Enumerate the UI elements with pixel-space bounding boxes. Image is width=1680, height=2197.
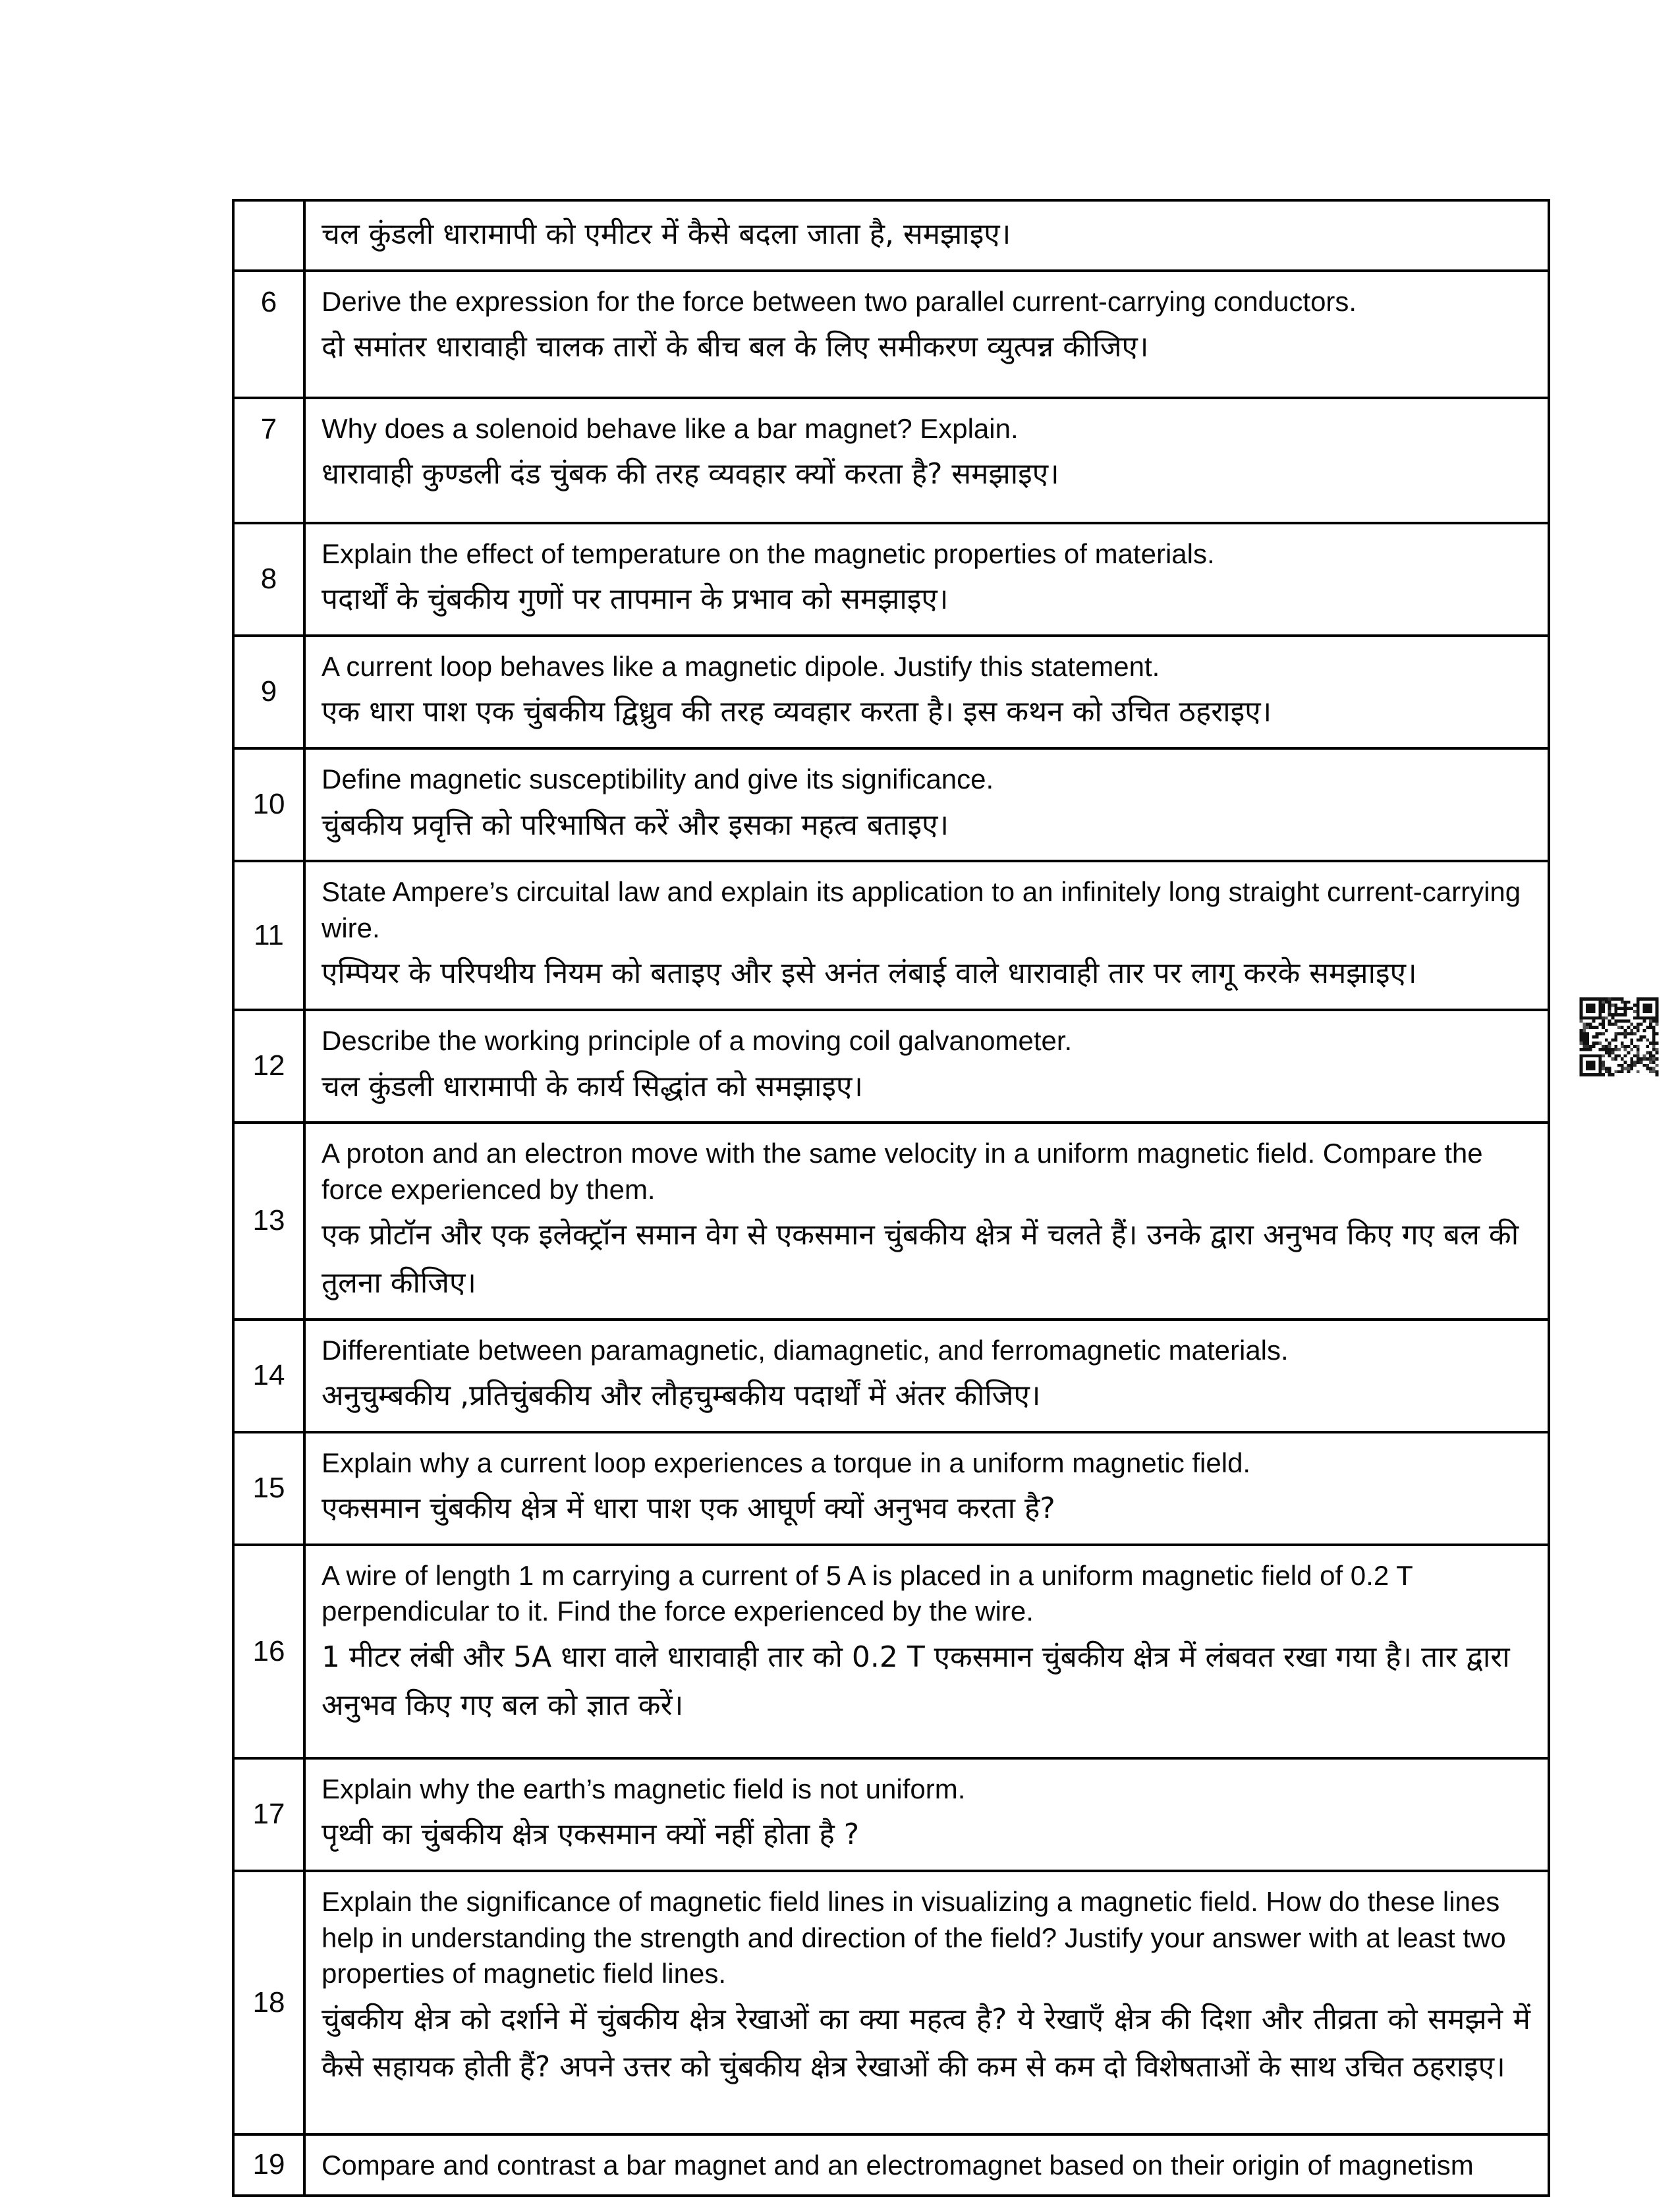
question-cell — [306, 1011, 1548, 1121]
question-number: 16 — [235, 1546, 306, 1757]
question-number: 12 — [235, 1011, 306, 1121]
question-cell — [306, 637, 1548, 747]
table-row — [235, 2133, 1548, 2194]
table-row — [235, 1543, 1548, 1757]
question-number — [235, 202, 306, 269]
question-text-hindi: एकसमान चुंबकीय क्षेत्र में धारा पाश एक आघूर्ण क्यों अनुभव करता है? — [322, 1491, 1055, 1526]
question-text-hindi: धारावाही कुण्डली दंड चुंबक की तरह व्यवहार क्यों करता है? समझाइए। — [322, 457, 1059, 491]
question-text-hindi: दो समांतर धारावाही चालक तारों के बीच बल के लिए समीकरण व्युत्पन्न कीजिए। — [322, 330, 1149, 364]
question-number: 9 — [235, 637, 306, 747]
question-text-hindi: चल कुंडली धारामापी को एमीटर में कैसे बदला जाता है, समझाइए। — [322, 217, 1011, 251]
table-row — [235, 1870, 1548, 2133]
question-text-hindi: चुंबकीय क्षेत्र को दर्शाने में चुंबकीय क्षेत्र रेखाओं का क्या महत्व है? ये रेखाएँ क्षेत्र की दिशा और तीव्रता को समझने में कैसे सहायक होती हैं? अपने उत्तर को चुंबकीय क्षेत्र रेखाओं की कम से कम दो विशेषताओं के साथ उचित ठहराइए। — [322, 2002, 1530, 2084]
question-text-english: Explain why the earth’s magnetic field is not uniform. — [322, 1773, 966, 1804]
question-text-english: Define magnetic susceptibility and give its significance. — [322, 763, 994, 794]
question-number: 15 — [235, 1433, 306, 1543]
question-text-hindi: 1 मीटर लंबी और 5A धारा वाले धारावाही तार को 0.2 T एकसमान चुंबकीय क्षेत्र में लंबवत रखा गया है। तार द्वारा अनुभव किए गए बल को ज्ञात करें। — [322, 1640, 1510, 1722]
qr-code — [1579, 997, 1660, 1076]
question-text-english: A proton and an electron move with the same velocity in a uniform magnetic field. Compare the force experienced by them. — [322, 1138, 1483, 1205]
question-text-hindi: चुंबकीय प्रवृत्ति को परिभाषित करें और इसका महत्व बताइए। — [322, 808, 949, 842]
question-number: 11 — [235, 862, 306, 1009]
question-number: 18 — [235, 1872, 306, 2133]
question-text-hindi: पदार्थों के चुंबकीय गुणों पर तापमान के प्रभाव को समझाइए। — [322, 582, 949, 617]
table-row — [235, 522, 1548, 634]
table-row — [235, 634, 1548, 747]
question-cell — [306, 1433, 1548, 1543]
question-text-hindi: अनुचुम्बकीय ,प्रतिचुंबकीय और लौहचुम्बकीय पदार्थों में अंतर कीजिए। — [322, 1379, 1041, 1413]
question-text-english: Explain the significance of magnetic field lines in visualizing a magnetic field. How do these lines help in understanding the strength and direction of the field? Justify your answer with at least two properties of magnetic field lines. — [322, 1886, 1506, 1989]
question-text-english: State Ampere’s circuital law and explain its application to an infinitely long straight current-carrying wire. — [322, 876, 1521, 943]
table-row — [235, 1757, 1548, 1870]
question-text-english: Why does a solenoid behave like a bar magnet? Explain. — [322, 412, 1019, 444]
table-row — [235, 1431, 1548, 1543]
question-number: 13 — [235, 1124, 306, 1318]
question-cell — [306, 2136, 1548, 2194]
question-cell — [306, 862, 1548, 1009]
question-number: 19 — [235, 2136, 306, 2194]
table-row — [235, 747, 1548, 860]
question-number: 17 — [235, 1760, 306, 1870]
table-row — [235, 1318, 1548, 1431]
question-cell — [306, 1872, 1548, 2133]
question-text-english: Compare and contrast a bar magnet and an electromagnet based on their origin of magnetism — [322, 2150, 1474, 2181]
question-number: 8 — [235, 524, 306, 634]
question-cell — [306, 1760, 1548, 1870]
question-text-english: Differentiate between paramagnetic, diamagnetic, and ferromagnetic materials. — [322, 1334, 1289, 1366]
table-row — [235, 202, 1548, 269]
question-number: 6 — [235, 272, 306, 397]
question-number: 14 — [235, 1321, 306, 1431]
question-text-hindi: एक प्रोटॉन और एक इलेक्ट्रॉन समान वेग से एकसमान चुंबकीय क्षेत्र में चलते हैं। उनके द्वारा अनुभव किए गए बल की तुलना कीजिए। — [322, 1218, 1519, 1300]
table-row — [235, 860, 1548, 1009]
question-cell — [306, 202, 1548, 269]
question-text-english: Explain the effect of temperature on the magnetic properties of materials. — [322, 538, 1215, 569]
question-cell — [306, 1321, 1548, 1431]
question-cell — [306, 1124, 1548, 1318]
question-number: 10 — [235, 750, 306, 860]
table-row — [235, 1009, 1548, 1121]
question-text-english: Derive the expression for the force between two parallel current-carrying conductors. — [322, 285, 1357, 317]
question-number: 7 — [235, 399, 306, 522]
questions-table — [232, 199, 1550, 2197]
question-text-hindi: एम्पियर के परिपथीय नियम को बताइए और इसे अनंत लंबाई वाले धारावाही तार पर लागू करके समझाइए। — [322, 957, 1417, 991]
table-row — [235, 1121, 1548, 1318]
table-row — [235, 397, 1548, 522]
question-cell — [306, 272, 1548, 397]
question-text-hindi: चल कुंडली धारामापी के कार्य सिद्धांत को समझाइए। — [322, 1069, 863, 1103]
question-text-english: Describe the working principle of a moving coil galvanometer. — [322, 1024, 1073, 1056]
table-row — [235, 269, 1548, 397]
question-text-hindi: पृथ्वी का चुंबकीय क्षेत्र एकसमान क्यों नहीं होता है ? — [322, 1818, 860, 1852]
question-text-english: A current loop behaves like a magnetic dipole. Justify this statement. — [322, 650, 1160, 682]
question-cell — [306, 399, 1548, 522]
question-text-english: A wire of length 1 m carrying a current of 5 A is placed in a uniform magnetic field of 0.2 T perpendicular to it. Find the force experienced by the wire. — [322, 1559, 1413, 1627]
question-cell — [306, 750, 1548, 860]
question-text-english: Explain why a current loop experiences a torque in a uniform magnetic field. — [322, 1447, 1251, 1478]
question-text-hindi: एक धारा पाश एक चुंबकीय द्विध्रुव की तरह व्यवहार करता है। इस कथन को उचित ठहराइए। — [322, 695, 1272, 729]
question-cell — [306, 1546, 1548, 1757]
question-cell — [306, 524, 1548, 634]
